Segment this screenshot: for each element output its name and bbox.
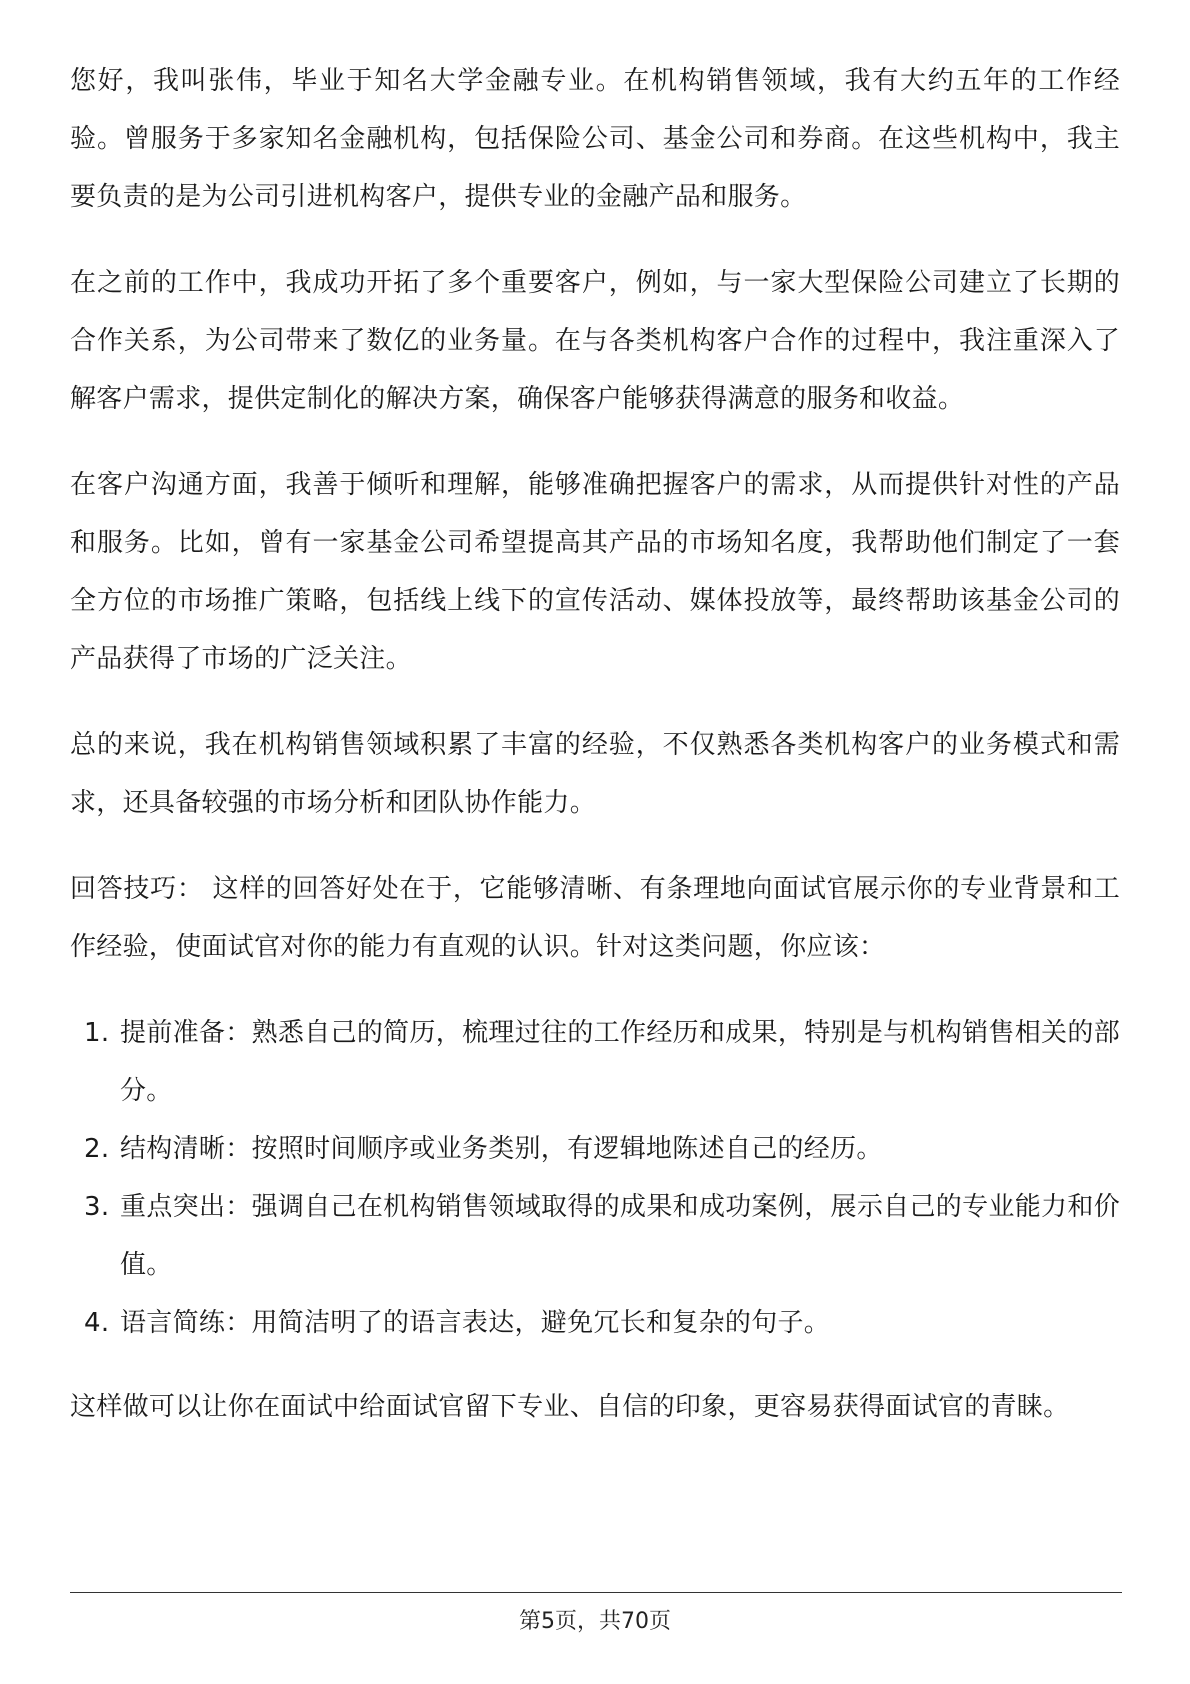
list-item-text: 结构清晰：按照时间顺序或业务类别，有逻辑地陈述自己的经历。: [120, 1134, 883, 1164]
paragraph-intro: 您好，我叫张伟，毕业于知名大学金融专业。在机构销售领域，我有大约五年的工作经验。曾服务于多家知名金融机构，包括保险公司、基金公司和券商。在这些机构中，我主要负责的是为公司引进机构客户，提供专业的金融产品和服务。: [70, 66, 1120, 212]
list-item: [70, 1294, 1120, 1352]
list-item-text: 提前准备：熟悉自己的简历，梳理过往的工作经历和成果，特别是与机构销售相关的部分。: [120, 1018, 1120, 1106]
footer-divider: [70, 1592, 1122, 1593]
list-item-number: 1.: [84, 1018, 110, 1048]
paragraph-closing: 这样做可以让你在面试中给面试官留下专业、自信的印象，更容易获得面试官的青睐。: [70, 1392, 1070, 1422]
paragraph-summary: 总的来说，我在机构销售领域积累了丰富的经验，不仅熟悉各类机构客户的业务模式和需求，还具备较强的市场分析和团队协作能力。: [70, 730, 1120, 818]
list-item: [70, 1004, 1120, 1120]
list-item: [70, 1178, 1120, 1294]
paragraph-answer-tips: 回答技巧： 这样的回答好处在于，它能够清晰、有条理地向面试官展示你的专业背景和工作经验，使面试官对你的能力有直观的认识。针对这类问题，你应该：: [70, 874, 1120, 962]
list-item-number: 4.: [84, 1308, 110, 1338]
list-item-number: 3.: [84, 1192, 110, 1222]
list-item-text: 语言简练：用简洁明了的语言表达，避免冗长和复杂的句子。: [120, 1308, 831, 1338]
list-item-text: 重点突出：强调自己在机构销售领域取得的成果和成功案例，展示自己的专业能力和价值。: [120, 1192, 1120, 1280]
paragraph-experience: 在之前的工作中，我成功开拓了多个重要客户，例如，与一家大型保险公司建立了长期的合作关系，为公司带来了数亿的业务量。在与各类机构客户合作的过程中，我注重深入了解客户需求，提供定制化的解决方案，确保客户能够获得满意的服务和收益。: [70, 268, 1120, 414]
list-item-number: 2.: [84, 1134, 110, 1164]
page-number: 第5页，共70页: [519, 1609, 671, 1634]
list-item: [70, 1120, 1120, 1178]
main-content: [70, 52, 1120, 1464]
paragraph-communication: 在客户沟通方面，我善于倾听和理解，能够准确把握客户的需求，从而提供针对性的产品和服务。比如，曾有一家基金公司希望提高其产品的市场知名度，我帮助他们制定了一套全方位的市场推广策略，包括线上线下的宣传活动、媒体投放等，最终帮助该基金公司的产品获得了市场的广泛关注。: [70, 470, 1120, 674]
tips-list: [70, 1004, 1120, 1352]
